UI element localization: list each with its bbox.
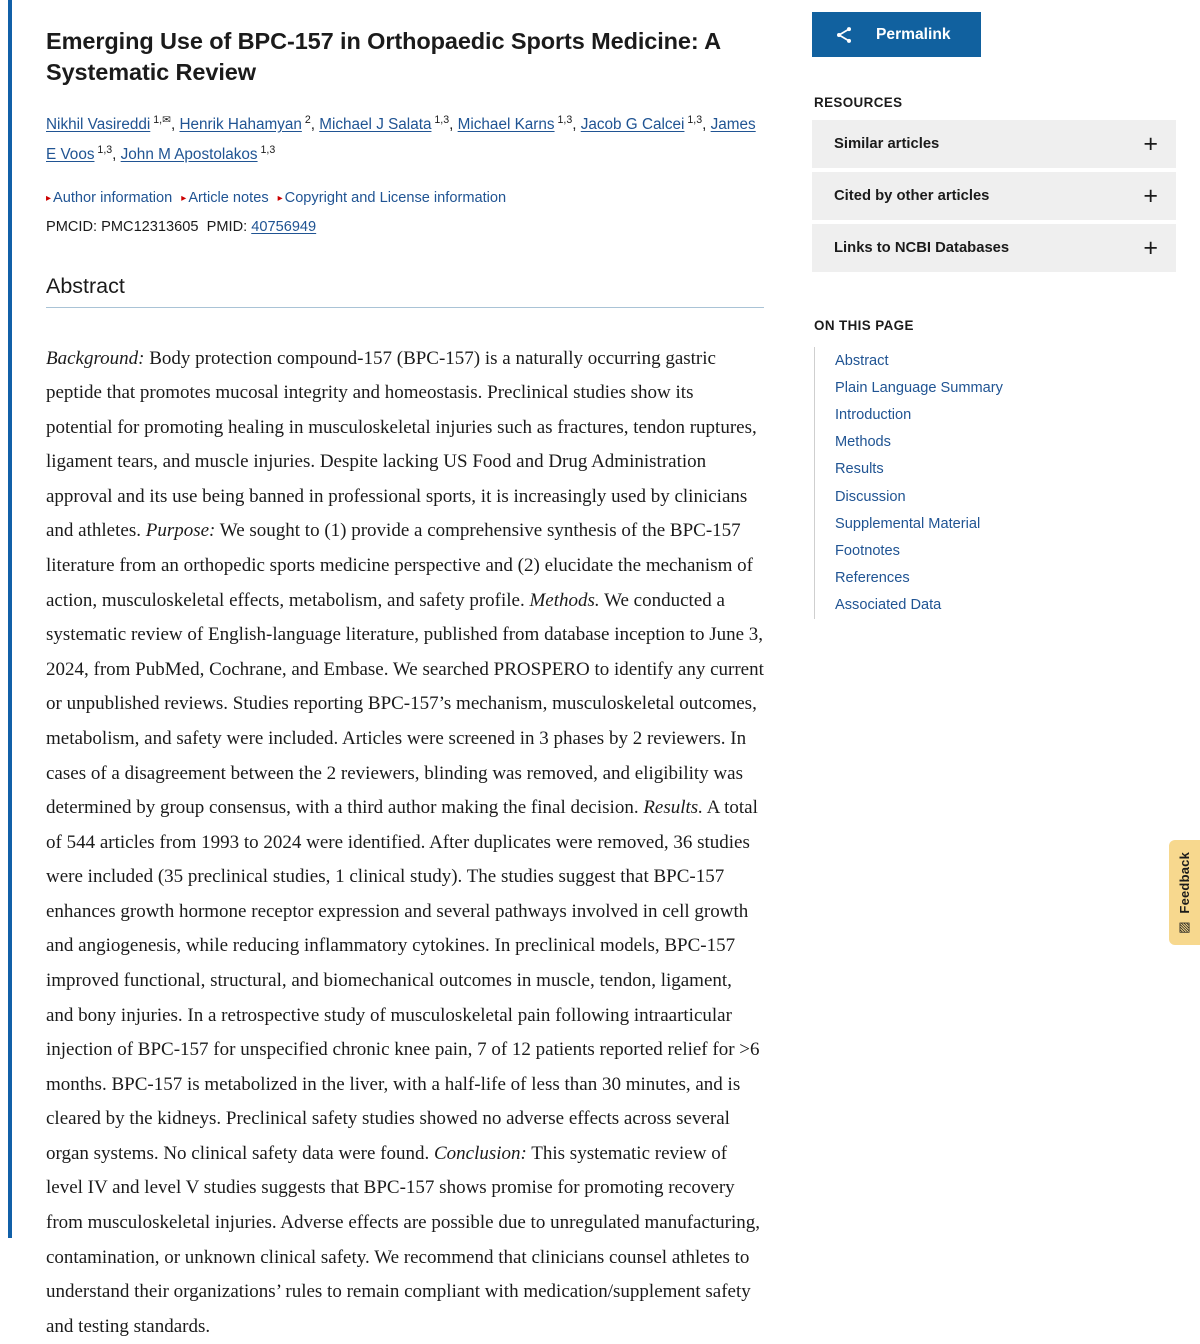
- abstract-label: Background:: [46, 347, 145, 369]
- article-sidebar: [800, 0, 1200, 1238]
- meta-link[interactable]: Copyright and License information: [284, 189, 507, 206]
- plus-icon[interactable]: +: [1143, 233, 1158, 262]
- resource-accordion-label: Cited by other articles: [834, 188, 990, 204]
- author-affiliation-sup: 1,3: [257, 143, 276, 156]
- resources-heading: RESOURCES: [814, 95, 903, 110]
- author-link[interactable]: Henrik Hahamyan: [179, 116, 302, 134]
- meta-link[interactable]: Article notes: [188, 189, 269, 206]
- abstract-heading: Abstract: [46, 274, 764, 308]
- page-title: Emerging Use of BPC-157 in Orthopaedic Sports Medicine: A Systematic Review: [46, 28, 721, 86]
- author-link[interactable]: John M Apostolakos: [120, 145, 258, 163]
- resource-accordion-item[interactable]: [812, 120, 1176, 168]
- toc-link[interactable]: Methods: [835, 434, 891, 451]
- author-affiliation-sup: 2: [301, 113, 311, 126]
- abstract-label: Results.: [643, 797, 703, 819]
- toc-link[interactable]: References: [835, 570, 910, 587]
- author-affiliation-sup: 1,3: [431, 113, 450, 126]
- author-link[interactable]: Jacob G Calcei: [580, 116, 685, 134]
- plus-icon[interactable]: +: [1143, 181, 1158, 210]
- abstract-label: Conclusion:: [433, 1142, 527, 1164]
- resource-accordion-label: Similar articles: [834, 136, 940, 152]
- resources-accordion: [812, 120, 1176, 272]
- meta-link[interactable]: Author information: [53, 189, 173, 206]
- triangle-right-icon: ▸: [277, 192, 283, 204]
- abstract-label: Purpose:: [145, 520, 216, 542]
- meta-link-item[interactable]: [278, 190, 507, 206]
- triangle-right-icon: ▸: [46, 192, 52, 204]
- triangle-right-icon: ▸: [181, 192, 187, 204]
- author-affiliation-sup: 1,3: [684, 113, 703, 126]
- on-this-page-heading: ON THIS PAGE: [814, 318, 914, 333]
- author-affiliation-sup: 1,3: [554, 113, 573, 126]
- permalink-label: Permalink: [876, 25, 951, 43]
- meta-link-item[interactable]: [181, 190, 268, 206]
- resource-accordion-label: Links to NCBI Databases: [834, 240, 1010, 256]
- toc-link[interactable]: Footnotes: [835, 542, 900, 559]
- author-list: Nikhil Vasireddi $^{1,✉}$, Henrik Hahamyan $^2$, Michael J Salata $^{1,3}$, Michael Karns $^{1,3}$, Jacob G Calcei $^{1,3}$, James E Voos $^{1,3}$, John M Apostolakos $^{1,3}$: [46, 113, 756, 163]
- resource-accordion-item[interactable]: [812, 172, 1176, 220]
- toc-link[interactable]: Plain Language Summary: [835, 379, 1003, 396]
- author-link[interactable]: Michael J Salata: [319, 116, 432, 134]
- author-affiliation-sup: 1,3: [94, 143, 113, 156]
- pmcid-value: PMC12313605: [101, 218, 199, 235]
- toc-link[interactable]: Supplemental Material: [835, 515, 981, 532]
- pmid-link[interactable]: 40756949: [251, 218, 317, 235]
- feedback-label: Feedback: [1177, 852, 1192, 914]
- article-identifiers: [46, 219, 764, 235]
- author-link[interactable]: James E Voos: [46, 116, 756, 163]
- abstract-text: Background: Body protection compound-157 (BPC-157) is a naturally occurring gastric peptide that promotes mucosal integrity and homeostasis. Preclinical studies show its potential for promoting healing in musculoskeletal injuries such as fractures, tendon ruptures, ligament tears, and muscle injuries. Despite lacking US Food and Drug Administration approval and its use being banned in professional sports, it is increasingly used by clinicians and athletes. Purpose: We sought to (1) provide a comprehensive synthesis of the BPC-157 literature from an orthopedic sports medicine perspective and (2) elucidate the mechanism of action, musculoskeletal effects, metabolism, and safety profile. Methods. We conducted a systematic review of English-language literature, published from database inception to June 3, 2024, from PubMed, Cochrane, and Embase. We searched PROSPERO to identify any current or unpublished reviews. Studies reporting BPC-157’s mechanism, musculoskeletal outcomes, metabolism, and safety were included. Articles were screened in 3 phases by 2 reviewers. In cases of a disagreement between the 2 reviewers, blinding was removed, and eligibility was determined by group consensus, with a third author making the final decision. Results. A total of 544 articles from 1993 to 2024 were identified. After duplicates were removed, 36 studies were included (35 preclinical studies, 1 clinical study). The studies suggest that BPC-157 enhances growth hormone receptor expression and several pathways involved in cell growth and angiogenesis, while reducing inflammatory cytokines. In preclinical models, BPC-157 improved functional, structural, and biomechanical outcomes in muscle, tendon, ligament, and bony injuries. In a retrospective study of musculoskeletal pain following intraarticular injection of BPC-157 for unspecified chronic knee pain, 7 of 12 patients reported relief for >6 months. BPC-157 is metabolized in the liver, with a half-life of less than 30 minutes, and is cleared by the kidneys. Preclinical safety studies showed no adverse effects across several organ systems. No clinical safety data were found. Conclusion: This systematic review of level IV and level V studies suggests that BPC-157 shows promise for promoting recovery from musculoskeletal injuries. Adverse effects are possible due to unregulated manufacturing, contamination, or unknown clinical safety. We recommend that clinicians counsel athletes to understand their organizations’ rules to remain compliant with medication/supplement safety and testing standards.: [46, 347, 764, 1337]
- share-icon: [834, 25, 854, 45]
- feedback-tab[interactable]: [1169, 840, 1200, 945]
- toc-link[interactable]: Associated Data: [835, 597, 942, 614]
- author-link[interactable]: Michael Karns: [457, 116, 555, 134]
- pmcid-label: PMCID:: [46, 218, 98, 235]
- permalink-button[interactable]: [812, 12, 981, 57]
- toc-link[interactable]: Discussion: [835, 488, 906, 505]
- author-link[interactable]: Nikhil Vasireddi: [46, 116, 151, 134]
- toc-link[interactable]: Introduction: [835, 406, 912, 423]
- toc-link[interactable]: Abstract: [835, 352, 889, 369]
- toc-link[interactable]: Results: [835, 461, 884, 478]
- table-of-contents: [814, 347, 1176, 619]
- author-affiliation-sup: 1,✉: [150, 113, 171, 126]
- chart-icon: ▧: [1178, 918, 1191, 934]
- meta-link-item[interactable]: [46, 190, 172, 206]
- abstract-label: Methods.: [529, 589, 600, 611]
- article-meta-links: [46, 188, 764, 210]
- resource-accordion-item[interactable]: [812, 224, 1176, 272]
- pmid-label: PMID:: [206, 218, 248, 235]
- plus-icon[interactable]: +: [1143, 129, 1158, 158]
